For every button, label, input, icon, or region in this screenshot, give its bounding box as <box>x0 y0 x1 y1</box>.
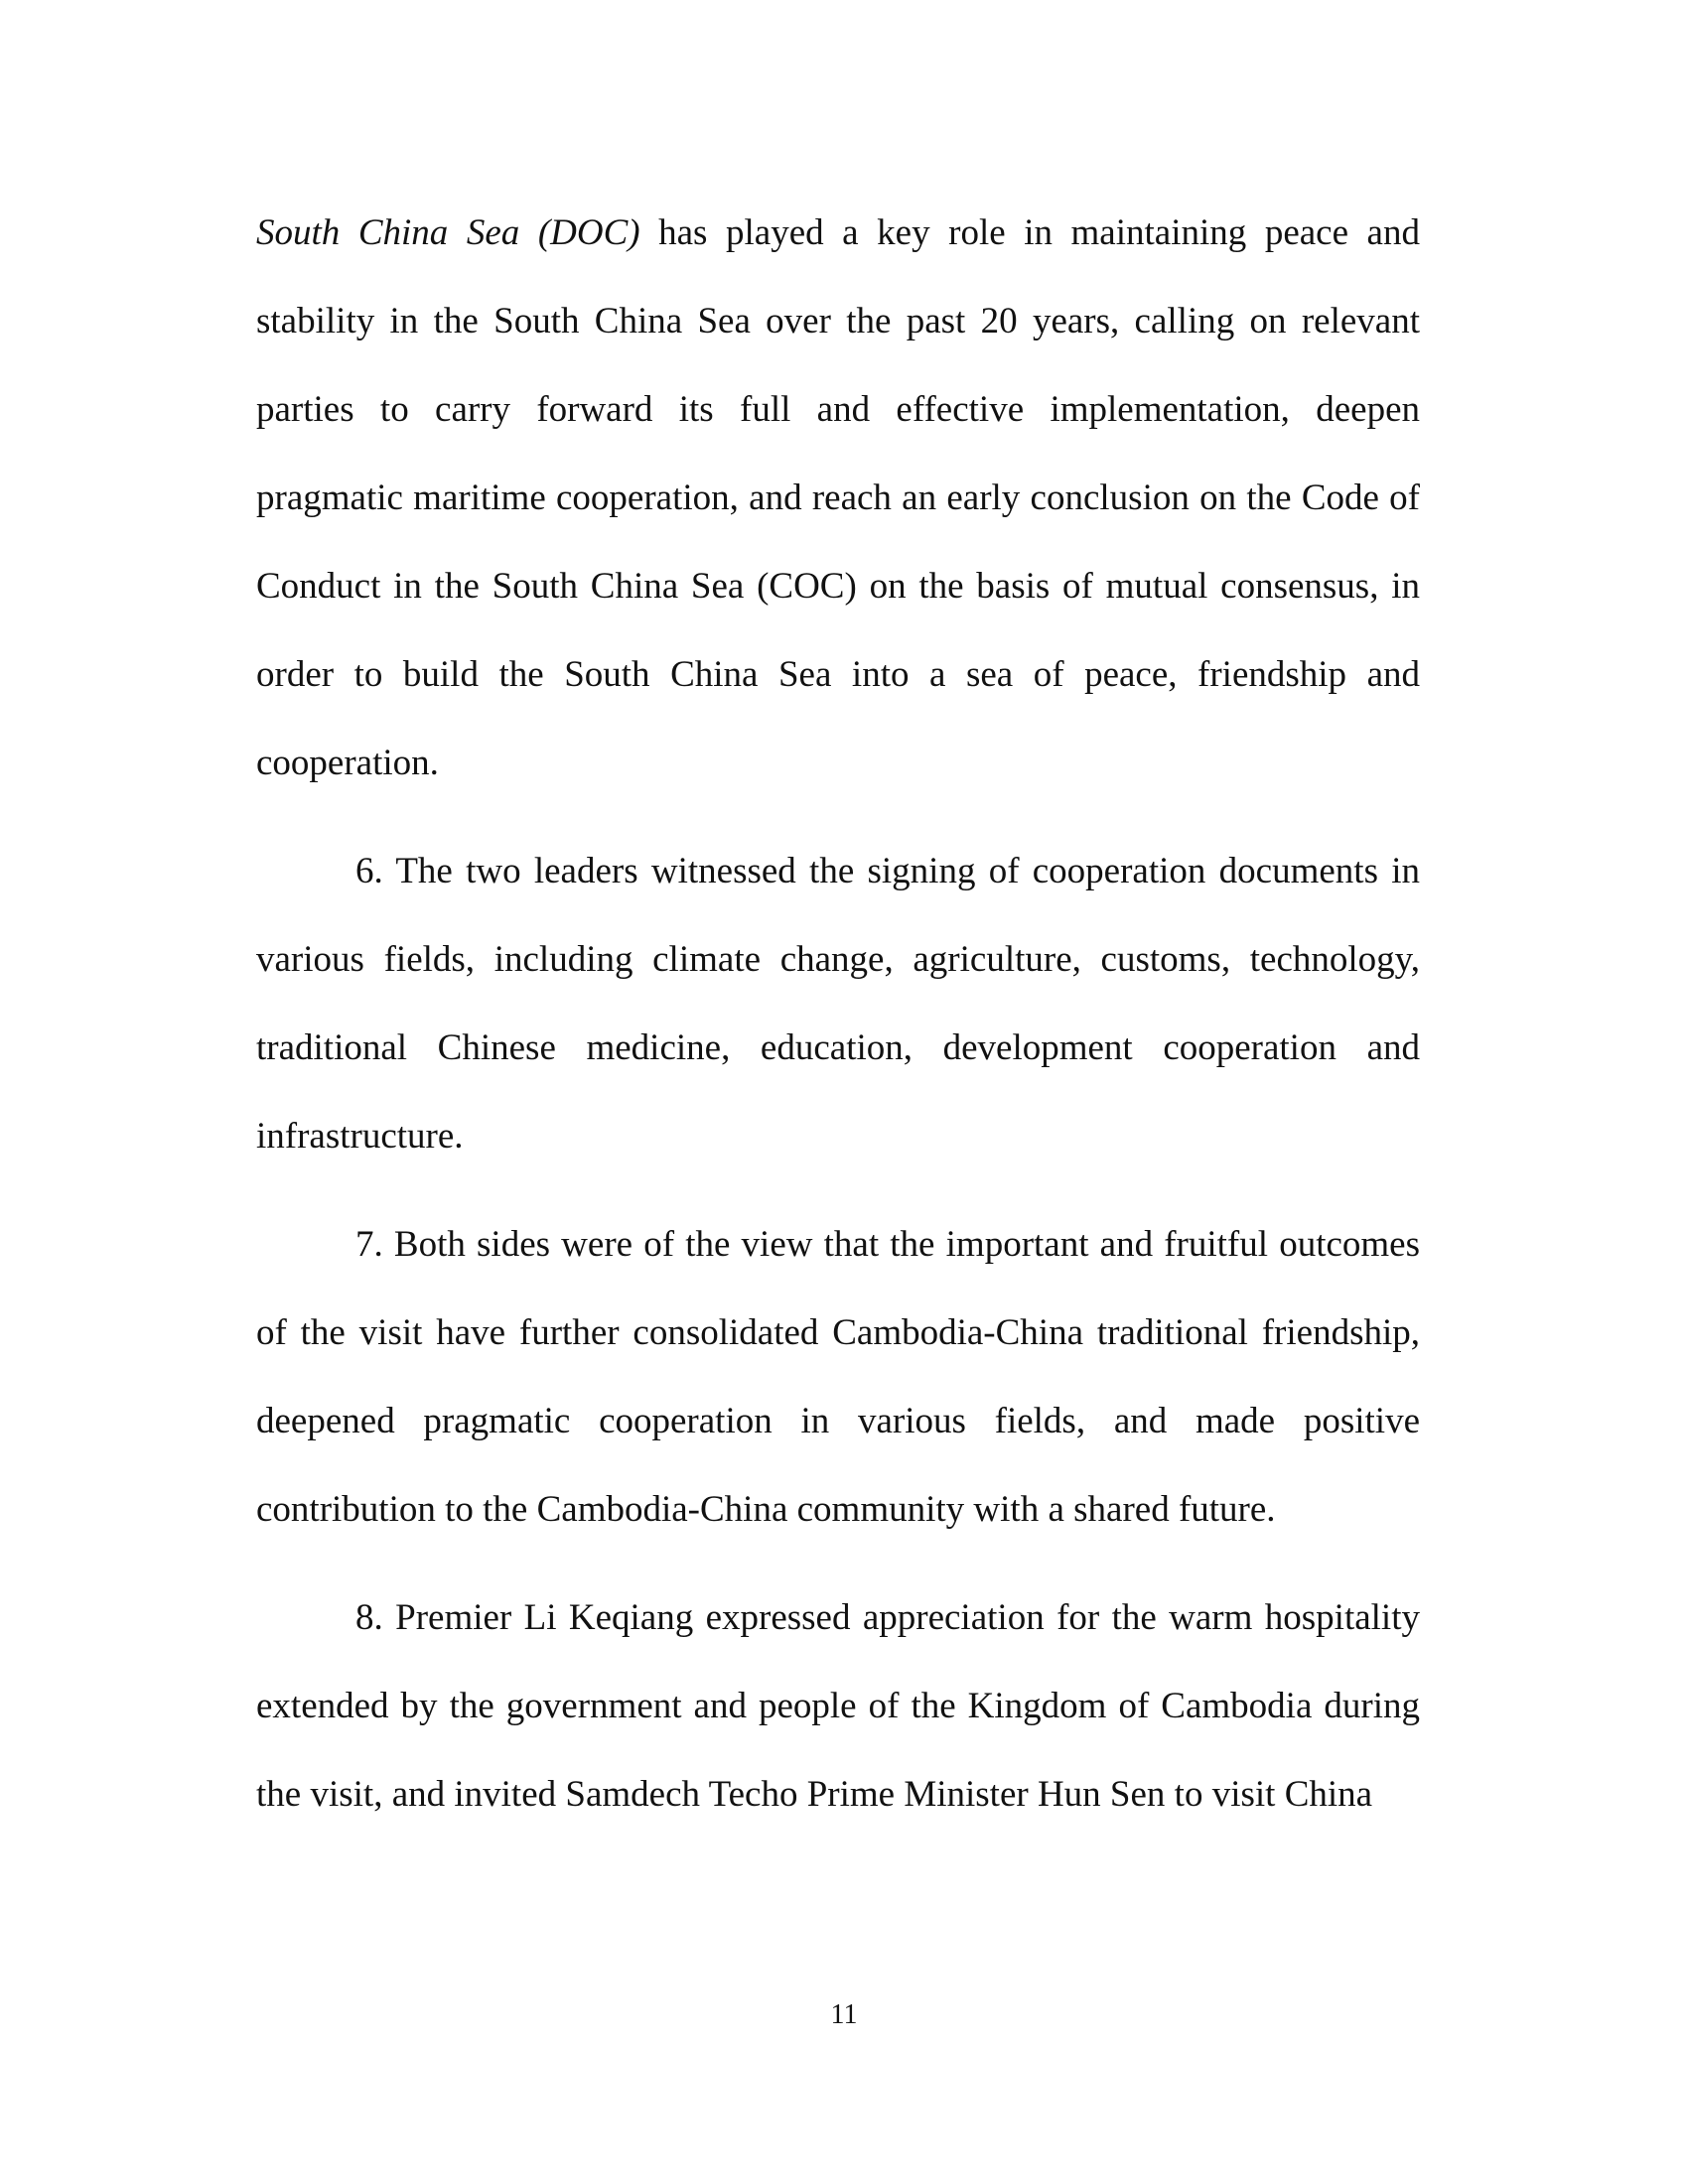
paragraph-doc-continuation <box>256 189 1420 807</box>
body-text <box>256 189 1420 1839</box>
paragraph-6: 6. The two leaders witnessed the signing of cooperation documents in various fields, including climate change, agriculture, customs, technology, traditional Chinese medicine, education, development cooperation and infrastructure. <box>256 851 1420 1157</box>
paragraph-text: has played a key role in maintaining peace and stability in the South China Sea over the past 20 years, calling on relevant parties to carry forward its full and effective implementation, deepen pragmatic maritime cooperation, and reach an early conclusion on the Code of Conduct in the South China Sea (COC) on the basis of mutual consensus, in order to build the South China Sea into a sea of peace, friendship and cooperation. <box>256 212 1420 783</box>
paragraph-7: 7. Both sides were of the view that the important and fruitful outcomes of the visit have further consolidated Cambodia-China traditional friendship, deepened pragmatic cooperation in various fields, and made positive contribution to the Cambodia-China community with a shared future. <box>256 1224 1420 1530</box>
doc-title-italic: South China Sea (DOC) <box>256 212 640 253</box>
paragraph-8: 8. Premier Li Keqiang expressed appreciation for the warm hospitality extended by the government and people of the Kingdom of Cambodia during the visit, and invited Samdech Techo Prime Minister Hun Sen to visit China <box>256 1597 1420 1815</box>
page-number: 11 <box>830 1999 858 2030</box>
